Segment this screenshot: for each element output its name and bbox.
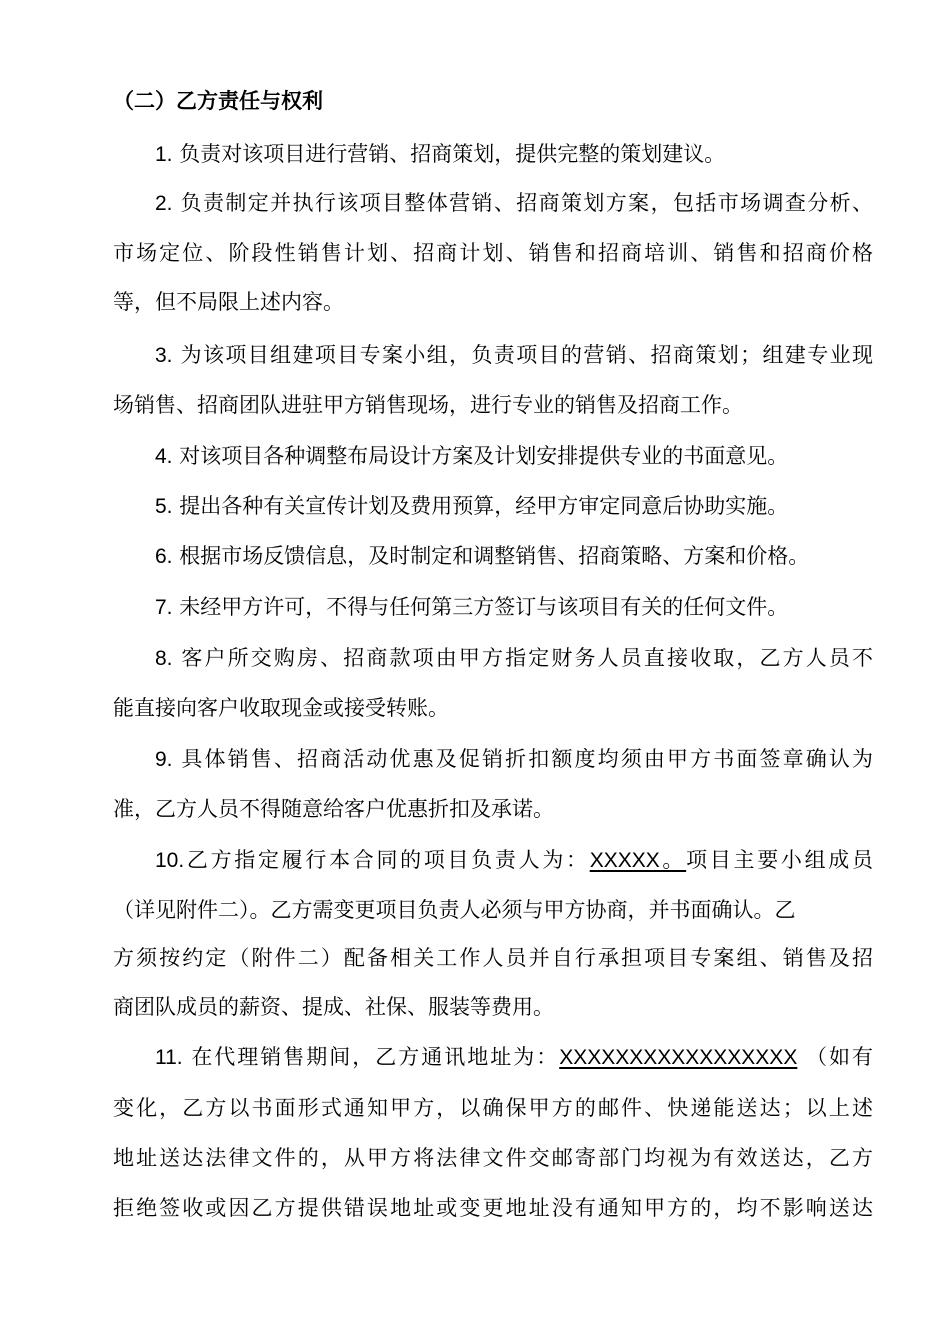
item-number: 4.: [155, 445, 173, 468]
mailing-address: XXXXXXXXXXXXXXXXX: [559, 1046, 798, 1069]
item-5: [155, 491, 873, 521]
item-number: 1.: [155, 143, 173, 166]
item-number: 5.: [155, 495, 173, 518]
item-10-line-4: 商团队成员的薪资、提成、社保、服装等费用。: [113, 995, 554, 1019]
item-text: 提出各种有关宣传计划及费用预算，经甲方审定同意后协助实施。: [179, 494, 789, 518]
item-text: 负责制定并执行该项目整体营销、招商策划方案，包括市场调查分析、: [180, 191, 873, 215]
item-number: 11.: [155, 1046, 183, 1069]
item-2-line-2: 市场定位、阶段性销售计划、招商计划、销售和招商培训、销售和招商价格: [113, 241, 873, 265]
project-leader-name: XXXXX。: [589, 849, 687, 872]
item-9-line-1: [155, 744, 873, 774]
item-6: [155, 541, 873, 571]
item-text: 负责对该项目进行营销、招商策划，提供完整的策划建议。: [179, 142, 726, 166]
item-2-line-1: [155, 188, 873, 218]
item-4: [155, 441, 873, 471]
item-1: [155, 139, 845, 169]
item-text: 根据市场反馈信息，及时制定和调整销售、招商策略、方案和价格。: [179, 544, 810, 568]
item-text: 具体销售、招商活动优惠及促销折扣额度均须由甲方书面签章确认为: [181, 747, 873, 771]
item-text-before: 在代理销售期间，乙方通讯地址为：: [191, 1045, 560, 1069]
item-number: 10.: [155, 849, 185, 872]
item-10-line-3: 方须按约定（附件二）配备相关工作人员并自行承担项目专案组、销售及招: [113, 946, 873, 970]
item-text: 为该项目组建项目专案小组，负责项目的营销、招商策划；组建专业现: [180, 343, 873, 367]
item-number: 7.: [155, 596, 173, 619]
item-text-before: 乙方指定履行本合同的项目负责人为：: [184, 848, 590, 872]
section-heading: （二）乙方责任与权利: [113, 89, 323, 113]
item-number: 2.: [155, 192, 173, 215]
item-8-line-1: [155, 643, 873, 673]
item-11-line-2: 变化，乙方以书面形式通知甲方，以确保甲方的邮件、快递能送达；以上述: [113, 1096, 873, 1120]
item-10-line-1: [155, 845, 873, 875]
item-11-line-4: 拒绝签收或因乙方提供错误地址或变更地址没有通知甲方的，均不影响送达: [113, 1196, 873, 1220]
item-text: 未经甲方许可，不得与任何第三方签订与该项目有关的任何文件。: [179, 595, 789, 619]
item-9-line-2: 准，乙方人员不得随意给客户优惠折扣及承诺。: [113, 797, 554, 821]
item-3-line-1: [155, 340, 873, 370]
item-11-line-3: 地址送达法律文件的，从甲方将法律文件交邮寄部门均视为有效送达，乙方: [113, 1146, 873, 1170]
item-number: 9.: [155, 748, 173, 771]
item-text: 对该项目各种调整布局设计方案及计划安排提供专业的书面意见。: [179, 444, 789, 468]
item-text-after: 项目主要小组成员: [686, 848, 874, 872]
item-number: 6.: [155, 545, 173, 568]
item-11-line-1: [155, 1042, 873, 1072]
item-7: [155, 592, 873, 622]
item-number: 3.: [155, 344, 173, 367]
item-10-line-2: （详见附件二）。乙方需变更项目负责人必须与甲方协商，并书面确认。乙: [113, 898, 796, 922]
item-3-line-2: 场销售、招商团队进驻甲方销售现场，进行专业的销售及招商工作。: [113, 393, 743, 417]
item-text: 客户所交购房、招商款项由甲方指定财务人员直接收取，乙方人员不: [181, 646, 873, 670]
item-8-line-2: 能直接向客户收取现金或接受转账。: [113, 696, 449, 720]
item-2-line-3: 等，但不局限上述内容。: [113, 290, 344, 314]
item-number: 8.: [155, 647, 173, 670]
item-text-after: （如有: [806, 1045, 873, 1069]
